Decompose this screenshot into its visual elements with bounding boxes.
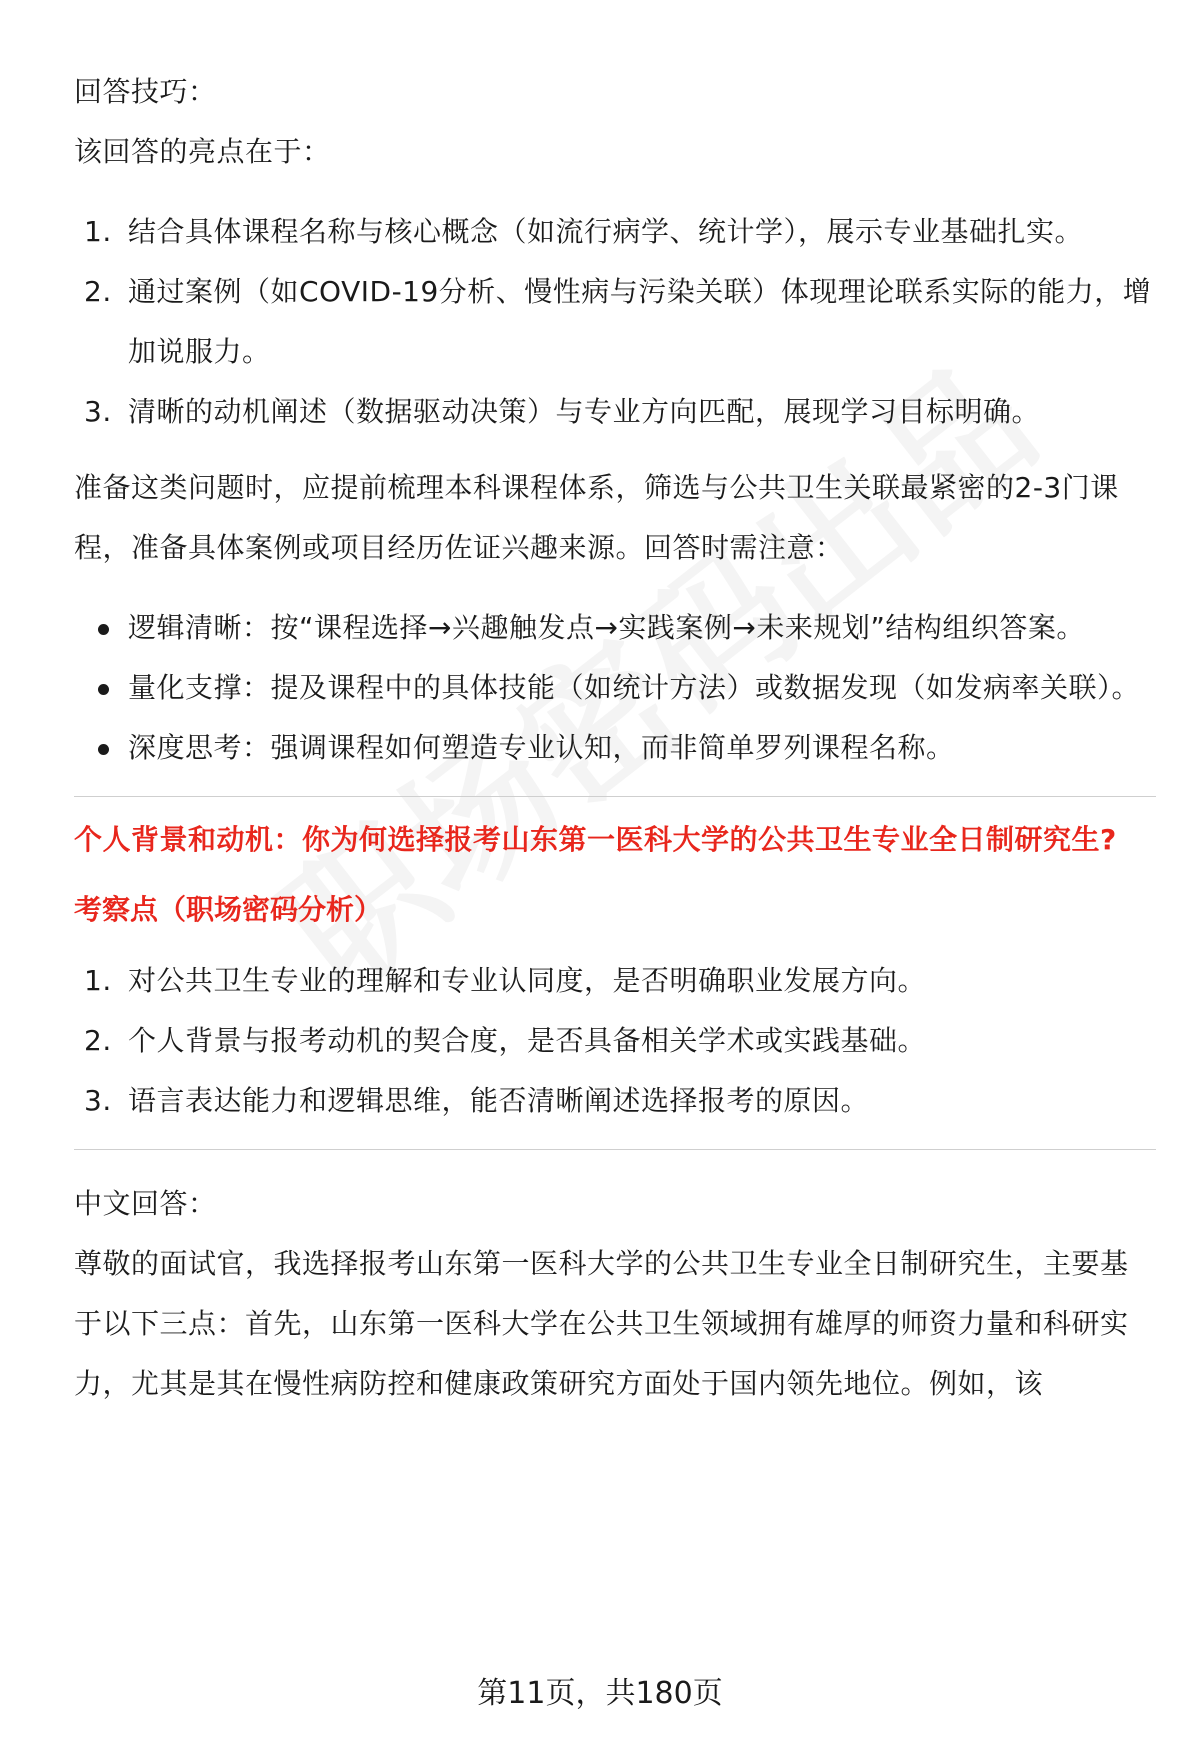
- question-heading: 个人背景和动机：你为何选择报考山东第一医科大学的公共卫生专业全日制研究生?: [74, 823, 1117, 856]
- highlights-intro: 该回答的亮点在于：: [74, 135, 331, 168]
- notes-list: [74, 598, 1156, 778]
- list-number: 3.: [84, 1084, 112, 1117]
- preparation-paragraph: 准备这类问题时，应提前梳理本科课程体系，筛选与公共卫生关联最紧密的2-3门课程，准备具体案例或项目经历佐证兴趣来源。回答时需注意：: [74, 471, 1119, 564]
- document-page: [74, 62, 1156, 1414]
- list-item: 1. 对公共卫生专业的理解和专业认同度，是否明确职业发展方向。: [74, 951, 1156, 1011]
- highlights-list: [74, 202, 1156, 442]
- list-item: 量化支撑：提及课程中的具体技能（如统计方法）或数据发现（如发病率关联）。: [74, 658, 1156, 718]
- list-number: 1.: [84, 215, 112, 248]
- list-number: 3.: [84, 395, 112, 428]
- list-number: 2.: [84, 1024, 112, 1057]
- bullet-icon: [98, 744, 109, 755]
- list-number: 1.: [84, 964, 112, 997]
- page-footer: 第11页，共180页: [477, 1676, 723, 1711]
- divider: [74, 796, 1156, 797]
- list-item: 3. 语言表达能力和逻辑思维，能否清晰阐述选择报考的原因。: [74, 1071, 1156, 1131]
- bullet-icon: [98, 624, 109, 635]
- list-item: 3. 清晰的动机阐述（数据驱动决策）与专业方向匹配，展现学习目标明确。: [74, 382, 1156, 442]
- answer-tips-label: 回答技巧：: [74, 75, 217, 108]
- divider: [74, 1149, 1156, 1150]
- bullet-icon: [98, 684, 109, 695]
- assessment-heading: 考察点（职场密码分析）: [74, 893, 383, 926]
- list-item: 逻辑清晰：按“课程选择→兴趣触发点→实践案例→未来规划”结构组织答案。: [74, 598, 1156, 658]
- chinese-answer-text: 尊敬的面试官，我选择报考山东第一医科大学的公共卫生专业全日制研究生，主要基于以下三点：首先，山东第一医科大学在公共卫生领域拥有雄厚的师资力量和科研实力，尤其是其在慢性病防控和健康政策研究方面处于国内领先地位。例如，该: [74, 1247, 1129, 1400]
- list-item: 1. 结合具体课程名称与核心概念（如流行病学、统计学），展示专业基础扎实。: [74, 202, 1156, 262]
- chinese-answer-label: 中文回答：: [74, 1187, 217, 1220]
- assessment-list: [74, 951, 1156, 1131]
- list-item: 2. 个人背景与报考动机的契合度，是否具备相关学术或实践基础。: [74, 1011, 1156, 1071]
- list-item: 深度思考：强调课程如何塑造专业认知，而非简单罗列课程名称。: [74, 718, 1156, 778]
- list-item: 2. 通过案例（如COVID-19分析、慢性病与污染关联）体现理论联系实际的能力，增加说服力。: [74, 262, 1156, 382]
- list-number: 2.: [84, 275, 112, 308]
